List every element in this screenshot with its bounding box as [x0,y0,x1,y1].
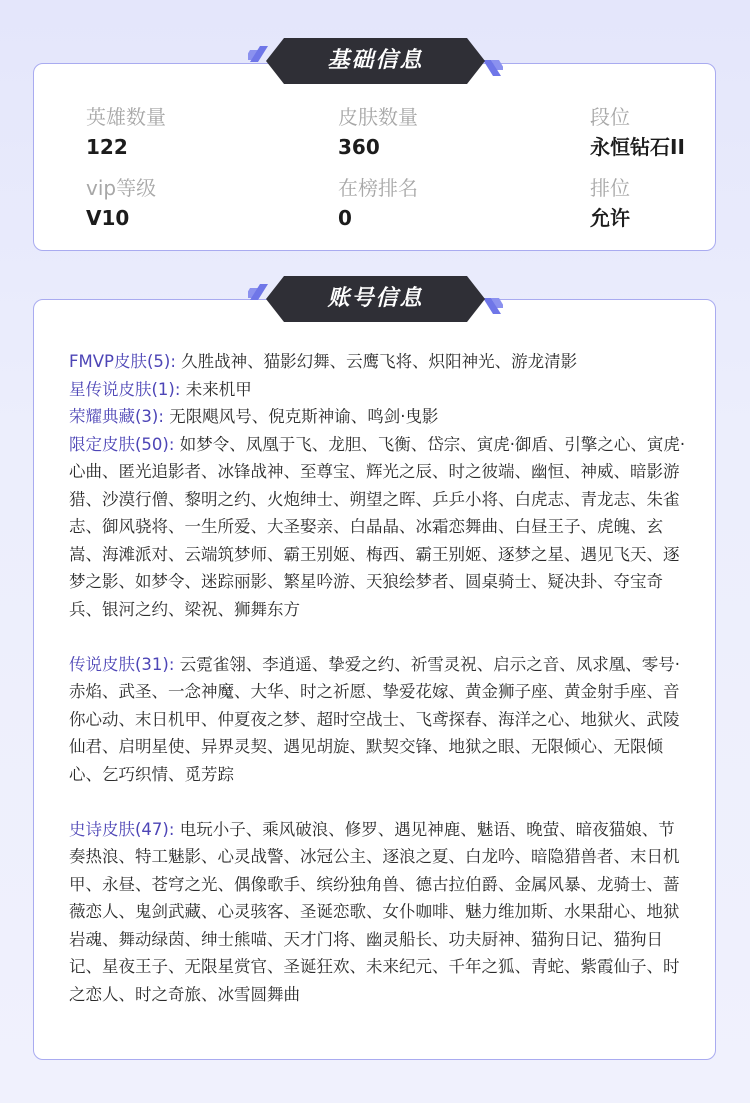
limited-skins-items: 如梦令、凤凰于飞、龙胆、飞衡、岱宗、寅虎·御盾、引擎之心、寅虎·心曲、匿光追影者、冰锋战神、至尊宝、辉光之辰、时之彼端、幽恒、神威、暗影游猎、沙漠行僧、黎明之约、火炮绅士、朔望之晖、乒乒小将、白虎志、青龙志、朱雀志、御风骁将、一生所爱、大圣娶亲、白晶晶、冰霜恋舞曲、白昼王子、虎魄、玄嵩、海滩派对、云端筑梦师、霸王别姬、梅西、霸王别姬、逐梦之星、遇见飞天、逐梦之影、如梦令、迷踪丽影、繁星吟游、天狼绘梦者、圆桌骑士、疑决卦、夺宝奇兵、银河之约、梁祝、狮舞东方 [69,434,686,619]
star-legend-skins-label: 星传说皮肤(1): [69,379,181,399]
list-item [69,348,689,376]
list-item [69,376,689,404]
rank-tier-label: 段位 [590,105,630,129]
ranked-cell [590,175,750,232]
rank-tier-cell [590,104,750,161]
epic-skins-items: 电玩小子、乘风破浪、修罗、遇见神鹿、魅语、晚萤、暗夜猫娘、节奏热浪、特工魅影、心灵战警、冰冠公主、逐浪之夏、白龙吟、暗隐猎兽者、末日机甲、永昼、苍穹之光、偶像歌手、缤纷独角兽、德古拉伯爵、金属风暴、龙骑士、蔷薇恋人、鬼剑武藏、心灵骇客、圣诞恋歌、女仆咖啡、魅力维加斯、水果甜心、地狱岩魂、舞动绿茵、绅士熊喵、天才门将、幽灵船长、功夫厨神、猫狗日记、猫狗日记、星夜王子、无限星赏官、圣诞狂欢、未来纪元、千年之狐、青蛇、紫霞仙子、时之恋人、时之奇旅、冰雪圆舞曲 [69,819,680,1004]
rank-tier-value: 永恒钻石II [590,135,685,159]
basic-info-card [33,63,716,251]
hero-count-value: 122 [86,135,128,159]
list-item [69,816,689,1009]
leaderboard-rank-value: 0 [338,206,352,230]
legend-skins-items: 云霓雀翎、李逍遥、挚爱之约、祈雪灵祝、启示之音、凤求凰、零号·赤焰、武圣、一念神魔、大华、时之祈愿、挚爱花嫁、黄金狮子座、黄金射手座、音你心动、末日机甲、仲夏夜之梦、超时空战士、飞鸢探春、海洋之心、地狱火、武陵仙君、启明星使、异界灵契、遇见胡旋、默契交锋、地狱之眼、无限倾心、无限倾心、乞巧织情、觅芳踪 [69,654,680,784]
basic-info-banner [248,38,503,84]
fmvp-skins-label: FMVP皮肤(5): [69,352,176,371]
basic-info-title: 基础信息 [327,48,424,73]
glory-collection-items: 无限飓风号、倪克斯神谕、鸣剑·曳影 [169,407,439,426]
vip-level-cell [86,175,286,232]
skin-count-value: 360 [338,135,380,159]
account-info-title: 账号信息 [327,286,424,311]
leaderboard-rank-label: 在榜排名 [338,176,418,200]
limited-skins-label: 限定皮肤(50): [69,434,175,454]
account-info-card [33,299,716,1060]
skin-count-label: 皮肤数量 [338,105,418,129]
hero-count-label: 英雄数量 [86,105,166,129]
hero-count-cell [86,104,286,161]
star-legend-skins-items: 未来机甲 [185,379,252,399]
vip-level-value: V10 [86,206,130,230]
account-info-banner [248,276,503,322]
epic-skins-label: 史诗皮肤(47): [69,819,175,839]
fmvp-skins-items: 久胜战神、猫影幻舞、云鹰飞将、炽阳神光、游龙清影 [181,352,578,371]
list-item [69,651,689,789]
list-item [69,431,689,624]
leaderboard-rank-cell [338,175,538,232]
skin-count-cell [338,104,538,161]
list-item [69,403,689,431]
glory-collection-label: 荣耀典藏(3): [69,407,164,426]
ranked-value: 允许 [590,206,630,230]
legend-skins-label: 传说皮肤(31): [69,654,175,674]
skin-list [69,348,689,1008]
vip-level-label: vip等级 [86,176,157,200]
ranked-label: 排位 [590,176,630,200]
